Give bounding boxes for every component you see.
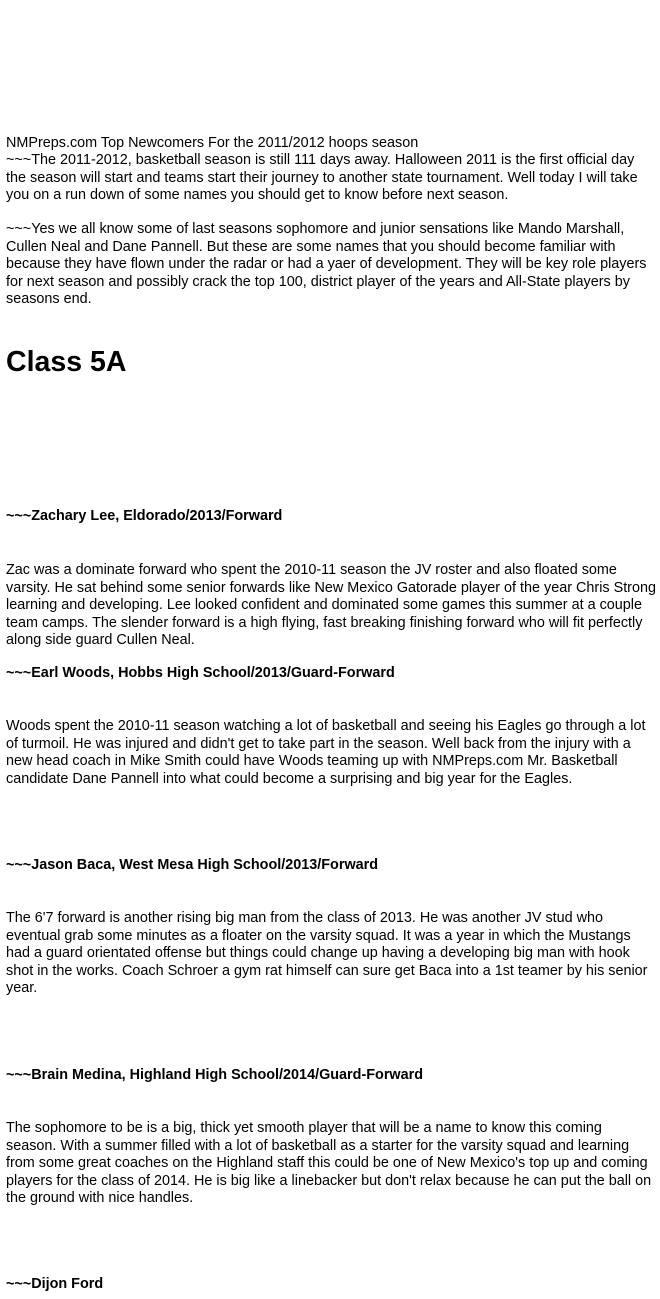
class-heading: Class 5A xyxy=(6,346,127,378)
player-description: Woods spent the 2010-11 season watching a lot of basketball and seeing his Eagles go through a lot of turmoil. He was injured and didn't get to take part in the season. Well back from the injury with a new head coach in Mike Smith could have Woods teaming up with NMPreps.com Mr. Basketball candidate Dane Pannell into what could become a surprising and big year for the Eagles. xyxy=(6,718,646,787)
player-heading: ~~~Zachary Lee, Eldorado/2013/Forward xyxy=(6,508,283,524)
player-heading: ~~~Brain Medina, Highland High School/2014/Guard-Forward xyxy=(6,1067,424,1083)
player-heading: ~~~Earl Woods, Hobbs High School/2013/Guard-Forward xyxy=(6,665,395,681)
player-heading: ~~~Dijon Ford xyxy=(6,1276,104,1292)
intro-paragraph: ~~~The 2011-2012, basketball season is still 111 days away. Halloween 2011 is the first official day the season will start and teams start their journey to another state tournament. Well today I will take you on a run down of some names you should get to know before next season. xyxy=(6,152,638,203)
player-description: The 6'7 forward is another rising big man from the class of 2013. He was another JV stud who eventual grab some minutes as a floater on the varsity squad. It was a year in which the Mustangs had a guard orientated offense but things could change up having a developing big man with hook shot in the works. Coach Schroer a gym rat himself can sure get Baca into a 1st teamer by his senior year. xyxy=(6,910,648,996)
article-title: NMPreps.com Top Newcomers For the 2011/2012 hoops season xyxy=(6,135,419,151)
player-heading: ~~~Jason Baca, West Mesa High School/2013/Forward xyxy=(6,857,379,873)
player-description: The sophomore to be is a big, thick yet smooth player that will be a name to know this coming season. With a summer filled with a lot of basketball as a starter for the varsity squad and learning from some great coaches on the Highland staff this could be one of New Mexico's top up and coming players for the class of 2014. He is big like a linebacker but don't relax because he can put the ball on the ground with nice handles. xyxy=(6,1120,652,1206)
player-description: Zac was a dominate forward who spent the 2010-11 season the JV roster and also floated some varsity. He sat behind some senior forwards like New Mexico Gatorade player of the year Chris Strong learning and developing. Lee looked confident and dominated some games this summer at a couple team camps. The slender forward is a high flying, fast breaking finishing forward who will fit perfectly along side guard Cullen Neal. xyxy=(6,562,656,648)
intro-paragraph: ~~~Yes we all know some of last seasons sophomore and junior sensations like Mando Marshall, Cullen Neal and Dane Pannell. But these are some names that you should become familiar with because they have flown under the radar or had a yaer of development. They will be key role players for next season and possibly crack the top 100, district player of the years and All-State players by seasons end. xyxy=(6,221,647,307)
